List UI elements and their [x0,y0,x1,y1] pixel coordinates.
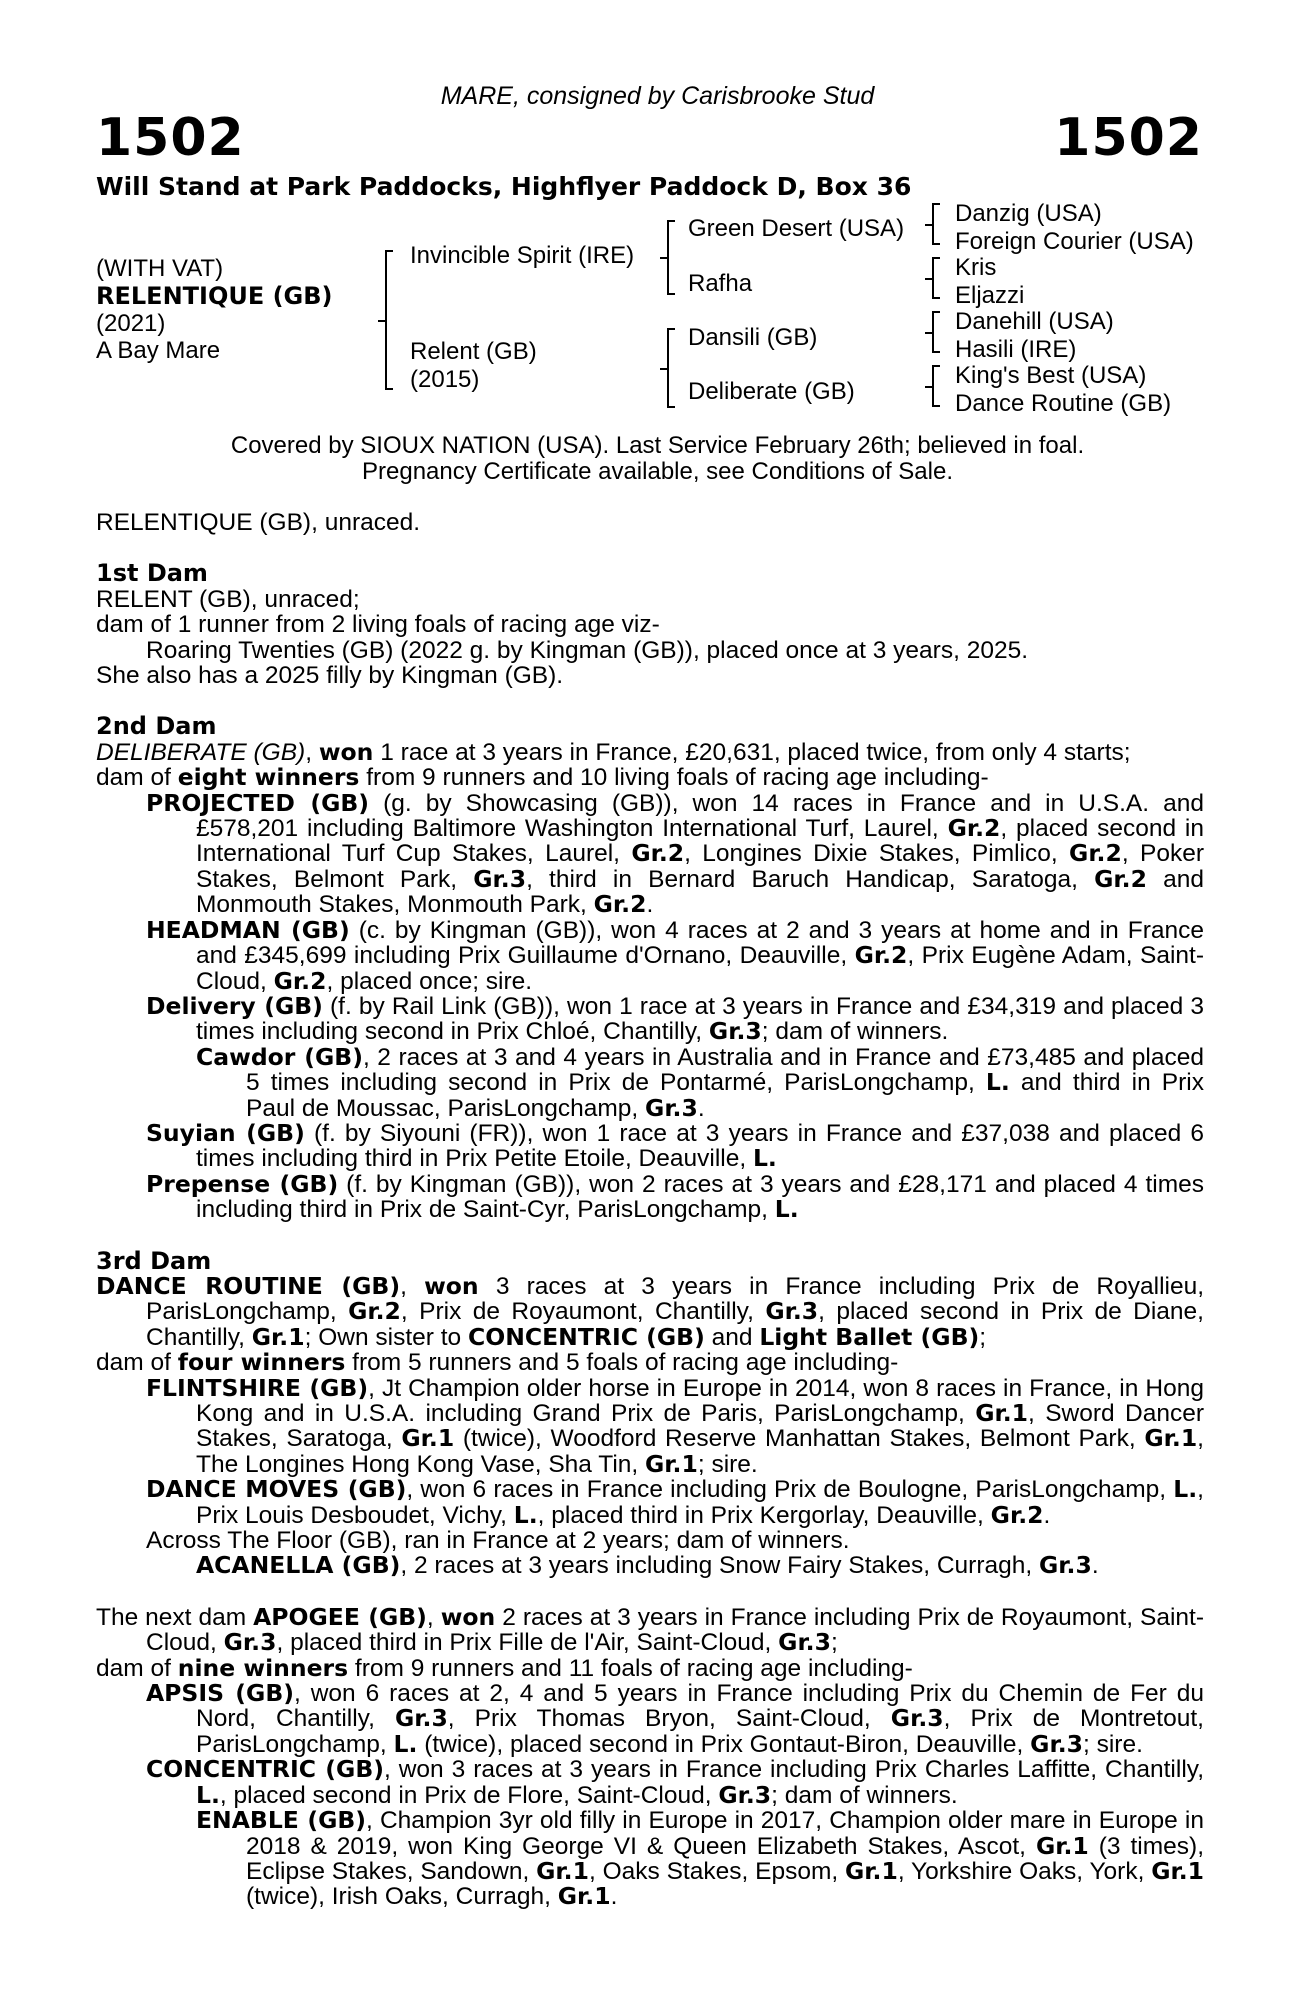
delivery-text-2: ; dam of winners. [761,1018,949,1046]
lot-number-left: 1502 [96,108,245,168]
vat-note: (WITH VAT) [96,255,224,282]
pedigree-brace-dam-point [660,368,668,370]
grade: L. [752,1144,777,1173]
period: . [610,1883,618,1911]
pedigree-brace-ss-point [925,224,933,226]
dam2-summary: DELIBERATE (GB), won 1 race at 3 years in France, £20,631, placed twice, from only 4 starts; [96,737,1131,766]
grade: Gr.1 [536,1856,589,1885]
pedigree-brace-sd-point [925,278,933,280]
progeny-apsis [96,1681,1204,1757]
enable-text-1: , Champion 3yr old filly in Europe in 2017, Champion older mare in Europe in 2018 & 2019, won King George VI & Queen Elizabeth Stakes, Ascot, [246,1807,1204,1860]
next-dam-produce [96,1653,1204,1682]
projected-name: PROJECTED (GB) [146,788,370,817]
pedigree-ddd: Dance Routine (GB) [955,390,1172,417]
suyian-text-1: (f. by Siyouni (FR)), won 1 race at 3 years in France and £37,038 and placed 6 times including third in Prix Petite Etoile, Deauville, [196,1119,1204,1173]
progeny-cawdor [96,1042,1204,1122]
progeny-headman [96,915,1204,995]
horse-description: A Bay Mare [96,337,221,364]
next-dam-name: APOGEE (GB) [253,1602,427,1631]
dam2-name: DELIBERATE (GB) [96,738,306,766]
dam3-sister-2: Light Ballet (GB) [759,1322,980,1351]
grade: Gr.2 [1069,839,1122,868]
dam2-produce [96,765,1204,790]
dam3-text-1: 3 races at 3 years in France including Prix de Royallieu, ParisLongchamp, [146,1272,1205,1326]
grade: Gr.2 [1094,864,1147,893]
pedigree-sss: Danzig (USA) [955,200,1102,227]
pedigree-brace-ds-point [925,332,933,334]
projected-text-3: , Longines Dixie Stakes, Pimlico, [684,840,1070,868]
pedigree-dsd: Hasili (IRE) [955,336,1077,363]
grade: Gr.3 [708,1017,762,1046]
period: . [1043,1501,1051,1529]
grade: L. [985,1068,1010,1097]
projected-text-1: (g. by Showcasing (GB)), won 14 races in France and in U.S.A. and £578,201 including Baltimore Washington International Turf, Laurel, [196,789,1204,843]
projected-text-5: , third in Bernard Baruch Handicap, Saratoga, [526,865,1095,893]
prepense-name: Prepense (GB) [146,1169,339,1198]
grade: Gr.2 [990,1500,1044,1529]
grade: Gr.3 [473,864,527,893]
dam3-text-2: , Prix de Royaumont, Chantilly, [400,1298,766,1326]
grade: Gr.1 [645,1449,698,1478]
dam3-text-4: ; Own sister to [304,1323,468,1351]
cawdor-text-1: , 2 races at 3 and 4 years in Australia and in France and £73,485 and placed 5 times including second in Prix de Pontarmé, ParisLongchamp, [246,1043,1204,1097]
grade: Gr.1 [1151,1856,1205,1885]
flintshire-text-4: , The Longines Hong Kong Vase, Sha Tin, [196,1425,1204,1478]
headman-text-3: , placed once; sire. [326,967,533,995]
next-dam-text-2: , placed third in Prix Fille de l'Air, Saint-Cloud, [276,1629,779,1657]
pedigree-dam: Relent (GB) [410,338,537,365]
progeny-acanella [96,1553,1204,1578]
apsis-text-1: , won 6 races at 2, 4 and 5 years in France including Prix du Chemin de Fer du Nord, Chantilly, [196,1680,1204,1733]
dam2-won: won [318,737,374,766]
grade: L. [393,1729,418,1758]
flintshire-text-1: , Jt Champion older horse in Europe in 2014, won 8 races in France, in Hong Kong and in U.S.A. including Grand Prix de Paris, ParisLongchamp, [196,1374,1204,1427]
pedigree-ssd: Foreign Courier (USA) [955,228,1194,255]
pedigree-sire: Invincible Spirit (IRE) [410,242,635,269]
grade: Gr.3 [778,1628,831,1657]
cawdor-text-2: and third in Prix Paul de Moussac, ParisLongchamp, [246,1069,1204,1122]
progeny-suyian [96,1118,1204,1173]
headman-text-2: , Prix Eugène Adam, Saint-Cloud, [196,942,1204,995]
apsis-text-4: (twice), placed second in Prix Gontaut-Biron, Deauville, [417,1730,1031,1758]
dam3-winners-count: four winners [177,1348,346,1377]
period: . [697,1094,705,1122]
next-dam-damof: dam of [96,1654,178,1682]
progeny-dance-moves [96,1477,1204,1528]
grade: Gr.1 [251,1322,305,1351]
enable-text-2: (3 times), Eclipse Stakes, Sandown, [246,1832,1205,1885]
grade: L. [774,1195,799,1224]
pedigree-sire-dam: Rafha [688,270,753,297]
grade: Gr.2 [273,966,327,995]
grade: L. [1173,1475,1198,1504]
dam1-heading: 1st Dam [96,559,208,588]
next-dam-text-1: 2 races at 3 years in France including Prix de Royaumont, Saint-Cloud, [146,1603,1204,1657]
stand-location: Will Stand at Park Paddocks, Highflyer Paddock D, Box 36 [96,172,912,201]
projected-text-6: and Monmouth Stakes, Monmouth Park, [196,865,1204,919]
grade: Gr.2 [348,1297,401,1326]
progeny-delivery [96,991,1204,1046]
dam3-text-3: , placed second in Prix de Diane, Chantilly, [146,1298,1204,1351]
concentric-name: CONCENTRIC (GB) [146,1755,384,1784]
pedigree-sdd: Eljazzi [955,282,1025,309]
produce-record [96,510,1204,1910]
pedigree-dam-sire: Dansili (GB) [688,324,818,351]
dance-moves-text-3: , placed third in Prix Kergorlay, Deauville, [537,1501,991,1529]
grade: L. [196,1780,220,1809]
grade: Gr.2 [854,941,908,970]
grade: Gr.1 [975,1399,1029,1427]
next-dam-lead: The next dam [96,1603,254,1631]
flintshire-name: FLINTSHIRE (GB) [146,1373,369,1402]
dam3-produce [96,1350,1204,1375]
dam2-heading: 2nd Dam [96,712,217,741]
progeny-across-the-floor: Across The Floor (GB), ran in France at 2 years; dam of winners. [146,1527,850,1555]
dam3-won: won [424,1271,479,1300]
grade: Gr.3 [1039,1551,1092,1580]
apsis-name: APSIS (GB) [146,1679,294,1708]
dam2-winners-count: eight winners [177,763,360,792]
covered-line-1: Covered by SIOUX NATION (USA). Last Service February 26th; believed in foal. [230,432,1085,459]
pedigree-brace-sire-point [660,257,668,259]
dance-moves-text-2: , Prix Louis Desboudet, Vichy, [196,1476,1204,1529]
dam3-produce-text: from 5 runners and 5 foals of racing age including- [345,1349,899,1377]
projected-text-2: , placed second in International Turf Cup Stakes, Laurel, [196,815,1204,868]
pedigree-sds: Kris [955,254,997,281]
grade: Gr.3 [890,1704,944,1733]
enable-name: ENABLE (GB) [196,1806,367,1835]
grade: Gr.1 [1144,1424,1198,1453]
next-dam-produce-text: from 9 runners and 11 foals of racing age including- [348,1654,913,1682]
acanella-name: ACANELLA (GB) [196,1551,401,1580]
progeny-concentric [96,1757,1204,1808]
horse-intro: RELENTIQUE (GB), unraced. [96,509,421,536]
period: . [1091,1552,1099,1580]
prepense-text-1: (f. by Kingman (GB)), won 2 races at 3 years and £28,171 and placed 4 times including third in Prix de Saint-Cyr, ParisLongchamp, [196,1170,1204,1224]
projected-text-4: , Poker Stakes, Belmont Park, [196,840,1204,893]
grade: Gr.2 [947,814,1001,843]
pedigree-brace-parents-point [378,320,386,322]
delivery-text-1: (f. by Rail Link (GB)), won 1 race at 3 years in France and £34,319 and placed 3 times including second in Prix Chloé, Chantilly, [196,992,1204,1046]
enable-text-5: (twice), Irish Oaks, Curragh, [246,1883,558,1911]
pedigree-dam-year: (2015) [410,366,480,393]
grade: Gr.3 [223,1628,277,1657]
progeny-flintshire [96,1373,1204,1478]
enable-text-4: , Yorkshire Oaks, York, [897,1857,1152,1885]
pedigree-dss: Danehill (USA) [955,308,1114,335]
dam3-summary: DANCE ROUTINE (GB), won 3 races at 3 years in France including Prix de Royallieu, ParisLongchamp, Gr.2, Prix de Royaumont, Chantilly, Gr.3, placed second in Prix de Diane, Chantilly, Gr.1; Own sister to CONCENTRIC (GB) and Light Ballet (GB); [96,1271,1205,1351]
dam1-line-1: RELENT (GB), unraced; [96,585,360,613]
concentric-text-2: , placed second in Prix de Flore, Saint-Cloud, [219,1781,719,1809]
dam1-line-4: She also has a 2025 filly by Kingman (GB). [96,662,564,690]
progeny-prepense [96,1169,1204,1224]
dam3-heading: 3rd Dam [96,1246,212,1275]
flintshire-text-5: ; sire. [697,1450,758,1478]
dam3-name: DANCE ROUTINE (GB) [96,1271,401,1300]
grade: L. [513,1500,538,1529]
next-dam-text-3: ; [830,1629,838,1657]
acanella-text-1: , 2 races at 3 years including Snow Fairy Stakes, Curragh, [400,1552,1039,1580]
pedigree-dam-dam: Deliberate (GB) [688,378,855,405]
dam1-line-2: dam of 1 runner from 2 living foals of racing age viz- [96,611,660,639]
concentric-text-3: ; dam of winners. [771,1781,958,1809]
apsis-text-5: ; sire. [1082,1730,1143,1758]
period: . [646,891,654,919]
headman-name: HEADMAN (GB) [146,915,350,944]
grade: Gr.3 [718,1780,772,1809]
delivery-name: Delivery (GB) [146,991,323,1020]
grade: Gr.3 [1030,1729,1083,1758]
pedigree-dds: King's Best (USA) [955,362,1147,389]
dance-moves-name: DANCE MOVES (GB) [146,1475,407,1504]
consignment-subtitle: MARE, consigned by Carisbrooke Stud [440,82,875,110]
dam3-and: and [704,1323,760,1351]
pedigree-brace-dd-point [925,386,933,388]
horse-name: RELENTIQUE (GB) [96,282,333,310]
grade: Gr.2 [631,839,685,868]
dam1-line-3: Roaring Twenties (GB) (2022 g. by Kingman (GB)), placed once at 3 years, 2025. [146,636,1028,664]
dance-moves-text-1: , won 6 races in France including Prix de Boulogne, ParisLongchamp, [406,1476,1174,1504]
grade: Gr.3 [645,1093,698,1122]
grade: Gr.3 [765,1297,819,1326]
pedigree-sire-sire: Green Desert (USA) [688,215,905,242]
progeny-enable [96,1808,1204,1910]
grade: Gr.1 [557,1882,611,1911]
suyian-name: Suyian (GB) [146,1118,305,1147]
next-dam-summary: The next dam APOGEE (GB), won 2 races at 3 years in France including Prix de Royaumont, Saint-Cloud, Gr.3, placed third in Prix Fille de l'Air, Saint-Cloud, Gr.3; [96,1602,1204,1657]
grade: Gr.3 [394,1704,448,1733]
progeny-projected [96,788,1204,919]
grade: Gr.1 [845,1856,898,1885]
flintshire-text-2: , Sword Dancer Stakes, Saratoga, [196,1400,1204,1453]
next-dam-winners-count: nine winners [177,1653,349,1682]
dam3-sister-1: CONCENTRIC (GB) [467,1322,705,1351]
enable-text-3: , Oaks Stakes, Epsom, [588,1857,846,1885]
next-dam-won: won [440,1602,496,1631]
dam3-semi: ; [979,1323,987,1351]
grade: Gr.1 [401,1424,455,1453]
dam2-text: 1 race at 3 years in France, £20,631, placed twice, from only 4 starts; [373,738,1131,766]
apsis-text-3: , Prix de Montretout, ParisLongchamp, [196,1705,1204,1758]
concentric-text-1: , won 3 races at 3 years in France including Prix Charles Laffitte, Chantilly, [383,1756,1205,1784]
grade: Gr.1 [1035,1831,1089,1860]
flintshire-text-3: (twice), Woodford Reserve Manhattan Stakes, Belmont Park, [454,1425,1145,1453]
headman-text-1: (c. by Kingman (GB)), won 4 races at 2 and 3 years at home and in France and £345,699 including Prix Guillaume d'Ornano, Deauville, [196,916,1204,970]
dam2-damof: dam of [96,764,178,792]
covered-line-2: Pregnancy Certificate available, see Conditions of Sale. [362,458,953,485]
dam3-damof: dam of [96,1349,178,1377]
lot-number-right: 1502 [1054,108,1203,168]
dam2-produce-text: from 9 runners and 10 living foals of racing age including- [359,764,989,792]
cawdor-name: Cawdor (GB) [196,1042,363,1071]
horse-year: (2021) [96,310,166,337]
apsis-text-2: , Prix Thomas Bryon, Saint-Cloud, [447,1705,891,1733]
grade: Gr.2 [593,890,647,919]
